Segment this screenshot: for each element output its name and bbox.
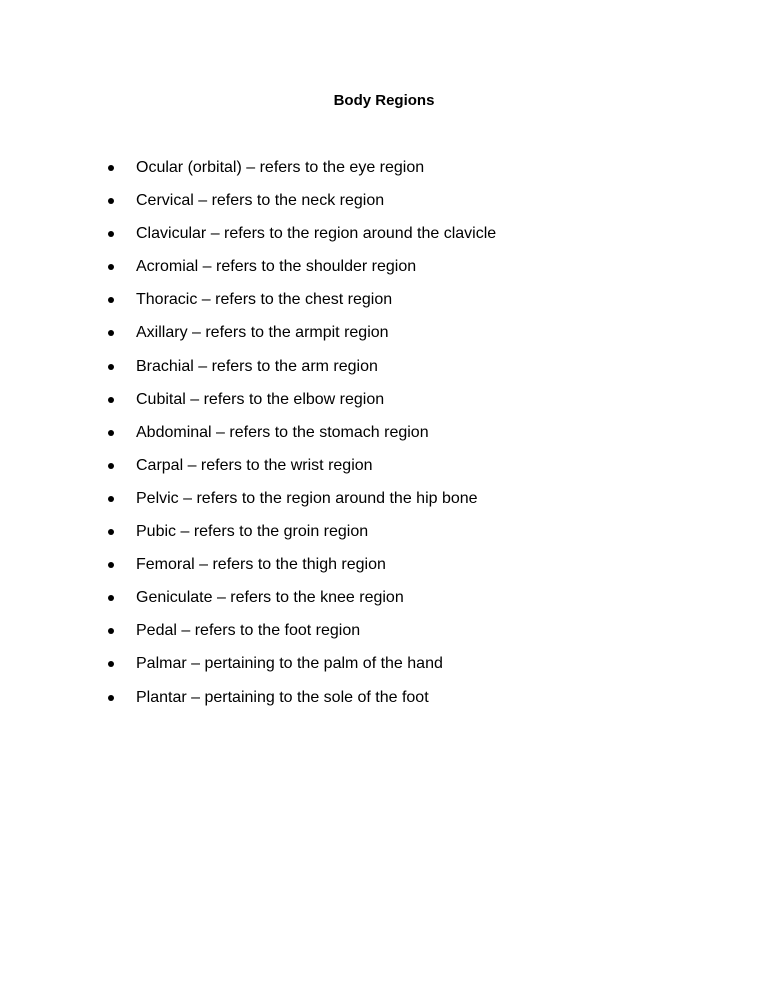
bullet-icon <box>108 463 114 469</box>
page-title: Body Regions <box>333 92 435 109</box>
bullet-icon <box>108 529 114 535</box>
bullet-icon <box>108 628 114 634</box>
list-item-text: Palmar – pertaining to the palm of the hand <box>136 655 443 673</box>
list-item-text: Femoral – refers to the thigh region <box>136 556 386 574</box>
list-item-text: Carpal – refers to the wrist region <box>136 456 373 474</box>
bullet-icon <box>108 198 114 204</box>
bullet-icon <box>108 496 114 502</box>
list-item-text: Acromial – refers to the shoulder region <box>136 258 417 276</box>
bullet-icon <box>108 264 114 270</box>
bullet-icon <box>108 397 114 403</box>
bullet-icon <box>108 695 114 701</box>
list-item-text: Pubic – refers to the groin region <box>136 523 369 541</box>
list-item-text: Abdominal – refers to the stomach region <box>136 423 429 441</box>
bullet-icon <box>108 661 114 667</box>
bullet-icon <box>108 595 114 601</box>
bullet-icon <box>108 562 114 568</box>
list-item-text: Thoracic – refers to the chest region <box>136 291 393 309</box>
list-item-text: Brachial – refers to the arm region <box>136 357 378 375</box>
bullet-icon <box>108 297 114 303</box>
bullet-icon <box>108 364 114 370</box>
bullet-icon <box>108 330 114 336</box>
bullet-icon <box>108 165 114 171</box>
list-item-text: Cervical – refers to the neck region <box>136 192 385 210</box>
list-item-text: Axillary – refers to the armpit region <box>136 324 389 342</box>
list-item-text: Geniculate – refers to the knee region <box>136 589 404 607</box>
list-item-text: Pedal – refers to the foot region <box>136 622 361 640</box>
bullet-icon <box>108 231 114 237</box>
list-item-text: Clavicular – refers to the region around the clavicle <box>136 225 497 243</box>
bullet-icon <box>108 430 114 436</box>
list-item-text: Cubital – refers to the elbow region <box>136 390 385 408</box>
list-item-text: Pelvic – refers to the region around the hip bone <box>136 489 478 507</box>
list-item-text: Ocular (orbital) – refers to the eye region <box>136 159 425 176</box>
list-item-text: Plantar – pertaining to the sole of the foot <box>136 688 429 706</box>
